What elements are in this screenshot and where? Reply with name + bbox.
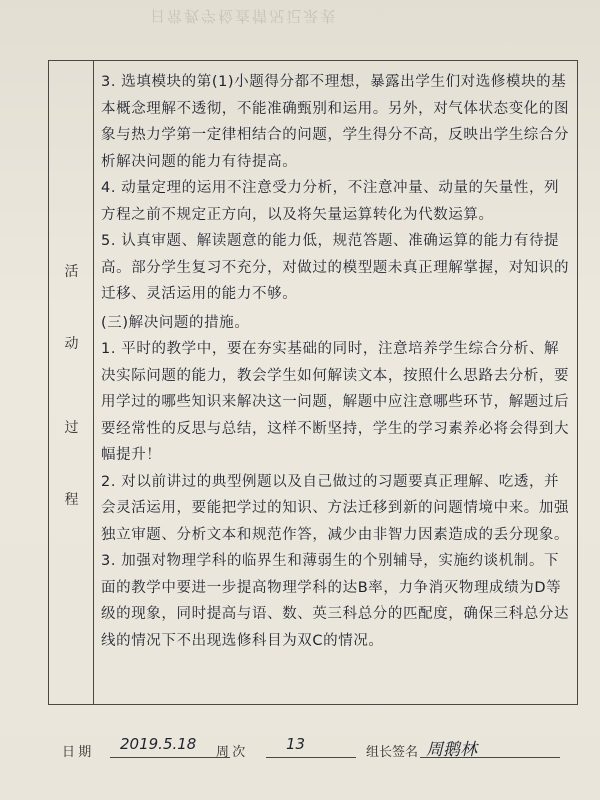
record-table (48, 60, 578, 705)
measure-paragraph-1: 1. 平时的教学中，要在夯实基础的同时，注意培养学生综合分析、解决实际问题的能力，教会学生如何解读文本，按照什么思路去分析，要用学过的哪些知识来解决这一问题，解题中应注意哪些环节，解题过后要经常性的反思与总结，这样不断坚持，学生的学习素养必将会得到大幅提升！ (101, 341, 570, 463)
footer-row (48, 735, 578, 765)
measures-heading: (三)解决问题的措施。 (101, 314, 250, 331)
measure-paragraph-2: 2. 对以前讲过的典型例题以及自己做过的习题要真正理解、吃透，并会灵活运用，要能把学过的知识、方法迁移到新的问题情境中来。加强独立审题、分析文本和规范作答，减少由非智力因素造成的丢分现象。 (101, 473, 570, 543)
leader-signature-label: 组长签名 (366, 744, 419, 759)
date-underline (110, 757, 230, 758)
note-paragraph-3: 3. 选填模块的第(1)小题得分都不理想，暴露出学生们对选修模块的基本概念理解不透彻，不能准确甄别和运用。另外，对气体状态变化的图象与热力学第一定律相结合的问题，学生得分不高，反映出学生综合分析解决问题的能力有待提高。 (101, 74, 570, 170)
leader-signature-value: 周鹅林 (426, 740, 477, 760)
note-paragraph-5: 5. 认真审题、解读题意的能力低，规范答题、准确运算的能力有待提高。部分学生复习不充分，对做过的模型题未真正理解掌握，对知识的迁移、灵活运用的能力不够。 (101, 233, 570, 302)
note-paragraph-4: 4. 动量定理的运用不注意受力分析，不注意冲量、动量的矢量性，列方程之前不规定正方向，以及将矢量运算转化为代数运算。 (101, 180, 560, 223)
week-value: 13 (286, 735, 306, 753)
activity-process-label-column (49, 61, 94, 704)
week-underline (266, 757, 356, 758)
date-label: 日 期 (62, 744, 92, 759)
label-char-3: 过 (64, 420, 79, 436)
label-char-2: 动 (64, 336, 79, 352)
measure-paragraph-3: 3. 加强对物理学科的临界生和薄弱生的个别辅导，实施约谈机制。下面的教学中要进一步提高物理学科的达B率，力争消灭物理成绩为D等级的现象，同时提高与语、数、英三科总分的匹配度，确保三科总分达线的情况下不出现选修科目为双C的情况。 (101, 553, 570, 649)
bleed-through-title: 日常教学检查情况记录表 (150, 7, 338, 25)
week-label: 周 次 (216, 744, 246, 759)
label-char-4: 程 (64, 492, 79, 508)
label-char-1: 活 (64, 264, 79, 280)
date-value: 2019.5.18 (120, 735, 197, 753)
handwritten-notes (101, 69, 571, 654)
